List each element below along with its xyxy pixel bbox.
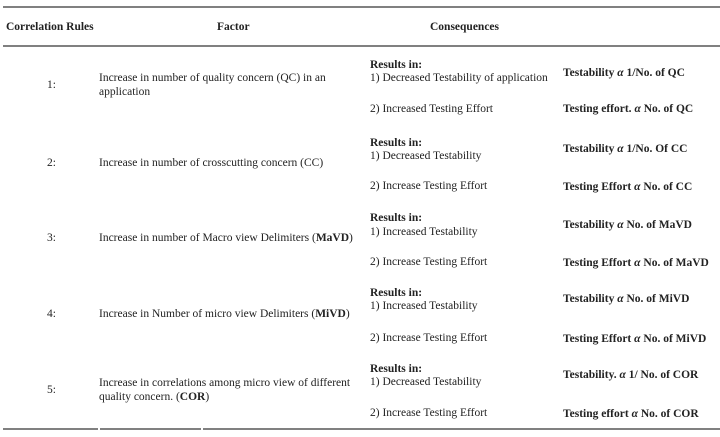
rule-number: 1: bbox=[47, 79, 56, 91]
header-factor: Factor bbox=[217, 21, 250, 33]
abbreviation: MaVD bbox=[315, 232, 350, 244]
formula-2: Testing Effort α No. of MiVD bbox=[563, 333, 707, 345]
formula-2: Testing effort. α No. of QC bbox=[563, 103, 694, 115]
factor-text: Increase in number of Macro view Delimiters (MaVD) bbox=[99, 232, 353, 244]
factor-text: Increase in number of crosscutting concern (CC) bbox=[99, 157, 324, 169]
factor-text-line2: application bbox=[99, 86, 151, 98]
consequence-2: 2) Increase Testing Effort bbox=[370, 332, 488, 344]
proportional-symbol: α bbox=[617, 293, 624, 305]
results-label: Results in: bbox=[370, 287, 423, 299]
proportional-symbol: α bbox=[634, 257, 641, 269]
consequence-1: 1) Decreased Testability of application bbox=[370, 72, 548, 84]
formula-1: Testability. α 1/ No. of COR bbox=[563, 369, 699, 381]
bottom-rule-col1 bbox=[3, 428, 98, 430]
formula-2: Testing Effort α No. of MaVD bbox=[563, 257, 709, 269]
consequence-1: 1) Increased Testability bbox=[370, 226, 478, 238]
consequence-1: 1) Increased Testability bbox=[370, 300, 478, 312]
consequence-1: 1) Decreased Testability bbox=[370, 376, 482, 388]
factor-text: Increase in Number of micro view Delimiters (MiVD) bbox=[99, 308, 350, 320]
consequence-2: 2) Increase Testing Effort bbox=[370, 407, 488, 419]
rule-number: 2: bbox=[47, 157, 56, 169]
formula-2: Testing effort α No. of COR bbox=[563, 408, 699, 420]
rule-number: 5: bbox=[47, 384, 56, 396]
proportional-symbol: α bbox=[617, 67, 624, 79]
bottom-rule-col3 bbox=[203, 428, 720, 430]
consequence-2: 2) Increase Testing Effort bbox=[370, 180, 488, 192]
proportional-symbol: α bbox=[634, 103, 641, 115]
bottom-rule-col2 bbox=[100, 428, 201, 430]
consequence-1: 1) Decreased Testability bbox=[370, 150, 482, 162]
proportional-symbol: α bbox=[631, 408, 638, 420]
proportional-symbol: α bbox=[634, 333, 641, 345]
factor-text: Increase in correlations among micro view of different bbox=[99, 377, 351, 389]
rule-number: 3: bbox=[47, 232, 56, 244]
consequence-2: 2) Increased Testing Effort bbox=[370, 103, 493, 115]
proportional-symbol: α bbox=[634, 181, 641, 193]
top-rule bbox=[3, 6, 720, 8]
header-correlation-rules: Correlation Rules bbox=[6, 21, 94, 33]
results-label: Results in: bbox=[370, 137, 423, 149]
proportional-symbol: α bbox=[617, 219, 624, 231]
formula-1: Testability α No. of MaVD bbox=[563, 219, 692, 231]
results-label: Results in: bbox=[370, 363, 423, 375]
factor-text: Increase in number of quality concern (QC) in an bbox=[99, 72, 326, 84]
results-label: Results in: bbox=[370, 212, 423, 224]
header-consequences: Consequences bbox=[430, 21, 500, 33]
abbreviation: MiVD bbox=[315, 308, 346, 320]
abbreviation: COR bbox=[179, 391, 206, 403]
formula-2: Testing Effort α No. of CC bbox=[563, 181, 693, 193]
proportional-symbol: α bbox=[619, 369, 626, 381]
results-label: Results in: bbox=[370, 59, 423, 71]
formula-1: Testability α 1/No. of QC bbox=[563, 67, 685, 79]
rule-number: 4: bbox=[47, 308, 56, 320]
consequence-2: 2) Increase Testing Effort bbox=[370, 256, 488, 268]
proportional-symbol: α bbox=[617, 143, 624, 155]
formula-1: Testability α No. of MiVD bbox=[563, 293, 690, 305]
formula-1: Testability α 1/No. Of CC bbox=[563, 143, 688, 155]
header-rule bbox=[3, 45, 720, 47]
factor-text-line2: quality concern. (COR) bbox=[99, 391, 210, 403]
